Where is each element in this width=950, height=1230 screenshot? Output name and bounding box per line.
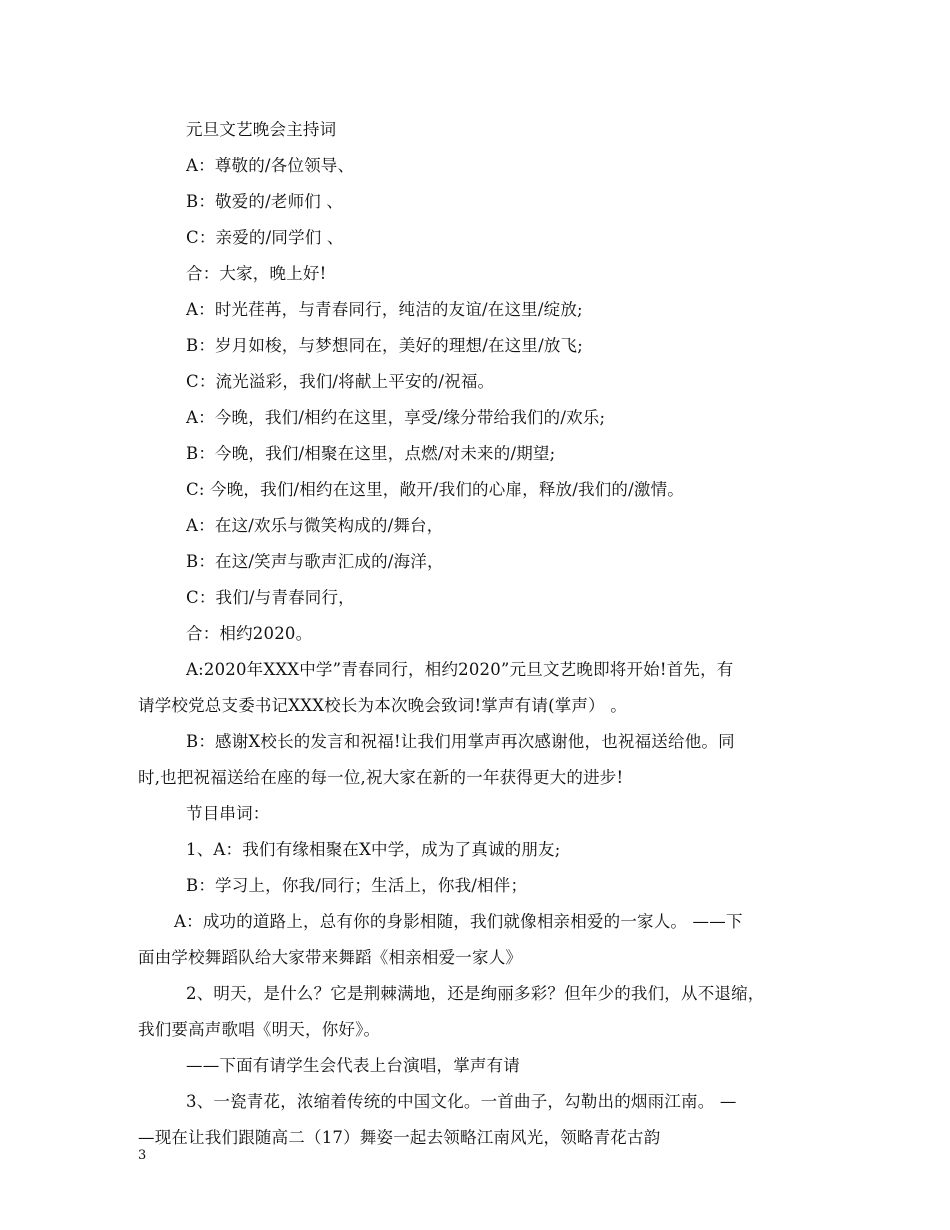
text-line: 面由学校舞蹈队给大家带来舞蹈《相亲相爱一家人》: [138, 948, 523, 967]
text-line: A:2020年XXX中学”青春同行，相约2020”元旦文艺晚即将开始!首先，有: [186, 660, 734, 679]
text-line: 3、一瓷青花，浓缩着传统的中国文化。一首曲子，勾勒出的烟雨江南。 —: [186, 1092, 737, 1111]
text-line: A：尊敬的/各位领导、: [186, 156, 355, 175]
text-line: A：今晚，我们/相约在这里，享受/缘分带给我们的/欢乐;: [186, 408, 606, 427]
text-line: B：岁月如梭，与梦想同在，美好的理想/在这里/放飞;: [186, 336, 584, 355]
text-line: 合：大家，晚上好!: [186, 264, 327, 283]
page-number: 3: [138, 1148, 147, 1163]
text-line: B：感谢X校长的发言和祝福!让我们用掌声再次感谢他，也祝福送给他。同: [186, 732, 735, 751]
text-line: A：成功的道路上，总有你的身影相随，我们就像相亲相爱的一家人。 ——下: [174, 912, 743, 931]
text-line: 合：相约2020。: [186, 624, 313, 643]
text-line: A：在这/欢乐与微笑构成的/舞台，: [186, 516, 444, 535]
text-line: C：亲爱的/同学们 、: [186, 228, 344, 247]
document-title: 元旦文艺晚会主持词: [186, 120, 337, 139]
text-line: —现在让我们跟随高二（17）舞姿一起去领略江南风光，领略青花古韵: [138, 1128, 661, 1147]
text-line: C: 今晚，我们/相约在这里，敞开/我们的心扉，释放/我们的/激情。: [186, 480, 684, 499]
text-line: B：学习上，你我/同行；生活上，你我/相伴；: [186, 876, 528, 895]
text-line: B：在这/笑声与歌声汇成的/海洋，: [186, 552, 444, 571]
text-line: C：我们/与青春同行，: [186, 588, 355, 607]
text-line: 1、A：我们有缘相聚在X中学，成为了真诚的朋友;: [186, 840, 561, 859]
text-line: B：今晚，我们/相聚在这里，点燃/对未来的/期望;: [186, 444, 556, 463]
text-line: 请学校党总支委书记XXX校长为本次晚会致词!掌声有请(掌声） 。: [138, 696, 627, 715]
text-line: C：流光溢彩，我们/将献上平安的/祝福。: [186, 372, 495, 391]
text-line: 我们要高声歌唱《明天，你好》。: [138, 1020, 381, 1039]
text-line: A：时光荏苒，与青春同行，纯洁的友谊/在这里/绽放;: [186, 300, 583, 319]
text-line: B：敬爱的/老师们 、: [186, 192, 344, 211]
text-line: ——下面有请学生会代表上台演唱，掌声有请: [186, 1056, 520, 1075]
text-line: 时,也把祝福送给在座的每一位,祝大家在新的一年获得更大的进步!: [138, 768, 624, 787]
section-heading: 节目串词：: [186, 804, 270, 823]
text-line: 2、明天，是什么？它是荆棘满地，还是绚丽多彩？但年少的我们，从不退缩，: [186, 984, 765, 1003]
